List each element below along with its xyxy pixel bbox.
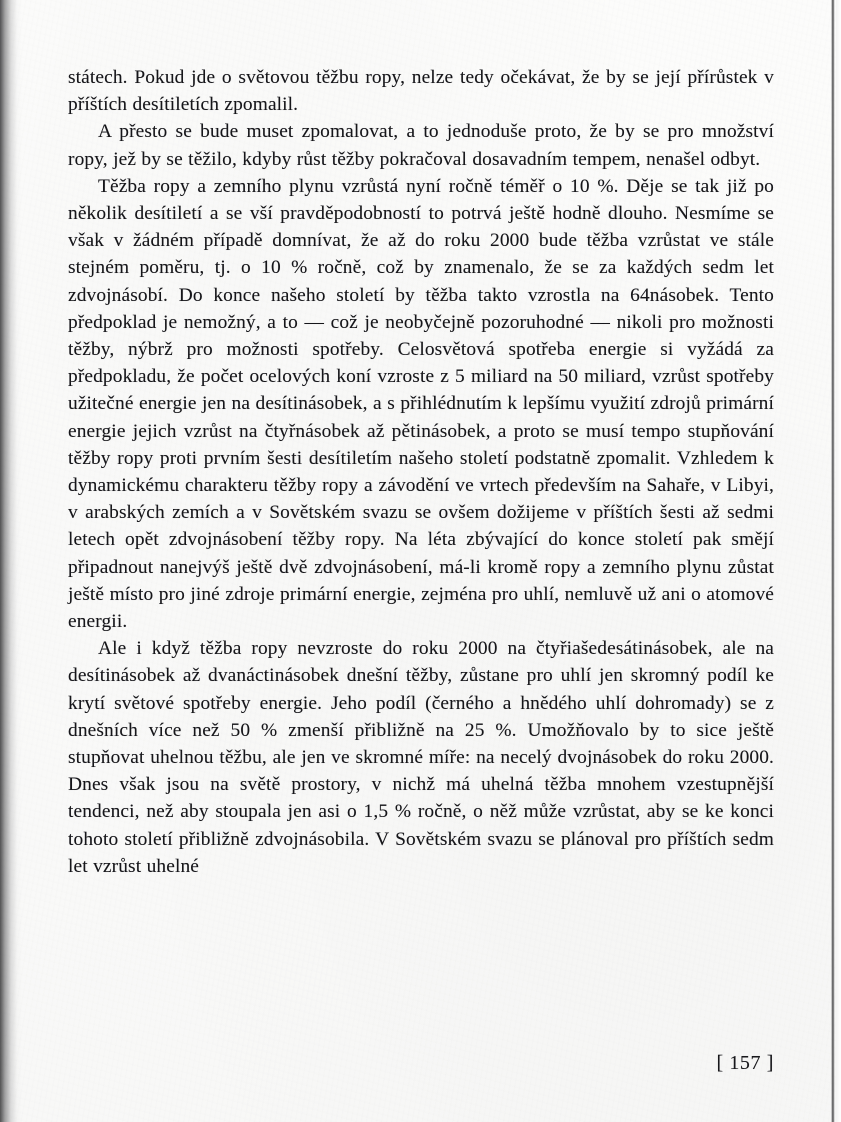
paragraph-2: A přesto se bude muset zpomalovat, a to jednoduše proto, že by se pro množství ropy, jež by se těžilo, kdyby růst těžby pokračoval dosavadním tempem, nenašel odbyt. xyxy=(68,121,774,170)
paragraph-4: Ale i když těžba ropy nevzroste do roku 2000 na čtyřiašedesátinásobek, ale na desítinásobek až dvanáctinásobek dnešní těžby, zůstane pro uhlí jen skromný podíl ke krytí světové spotřeby energie. Jeho podíl (černého a hnědého uhlí dohromady) se z dnešních více než 50 % zmenší přibližně na 25 %. Umožňovalo by to sice ještě stupňovat uhelnou těžbu, ale jen ve skromné míře: na necelý dvojnásobek do roku 2000. Dnes však jsou na světě prostory, v nichž má uhelná těžba mnohem vzestupnější tendenci, než aby stoupala jen asi o 1,5 % ročně, o něž může vzrůstat, aby se ke konci tohoto století přibližně zdvojnásobila. V Sovětském svazu se plánoval pro příštích sedm let vzrůst uhelné xyxy=(68,638,774,877)
page-text-block xyxy=(68,64,774,880)
page-number-folio: [ 157 ] xyxy=(716,1052,774,1074)
page-edge-line xyxy=(831,0,835,1122)
page-edge-outer-margin xyxy=(836,0,841,1122)
paragraph-3: Těžba ropy a zemního plynu vzrůstá nyní ročně téměř o 10 %. Děje se tak již po několik desítiletí a se vší pravděpodobností to potrvá ještě hodně dlouho. Nesmíme se však v žádném případě domnívat, že až do roku 2000 bude těžba vzrůstat ve stále stejném poměru, tj. o 10 % ročně, což by znamenalo, že se za každých sedm let zdvojnásobí. Do konce našeho století by těžba takto vzrostla na 64násobek. Tento předpoklad je nemožný, a to — což je neobyčejně pozoruhodné — nikoli pro možnosti těžby, nýbrž pro možnosti spotřeby. Celosvětová spotřeba energie si vyžádá za předpokladu, že počet ocelových koní vzroste z 5 miliard na 50 miliard, vzrůst spotřeby užitečné energie jen na desítinásobek, a s přihlédnutím k lepšímu využití zdrojů primární energie jejich vzrůst na čtyřnásobek až pětinásobek, a proto se musí tempo stupňování těžby ropy proti prvním šesti desítiletím našeho století podstatně zpomalit. Vzhledem k dynamickému charakteru těžby ropy a závodění ve vrtech především na Sahaře, v Libyi, v arabských zemích a v Sovětském svazu se ovšem dožijeme v příštích šesti až sedmi letech opět zdvojnásobení těžby ropy. Na léta zbývající do konce století pak smějí připadnout nanejvýš ještě dvě zdvojnásobení, má-li kromě ropy a zemního plynu zůstat ještě místo pro jiné zdroje primární energie, zejména pro uhlí, nemluvě už ani o atomové energii. xyxy=(68,175,774,633)
paragraph-1: státech. Pokud jde o světovou těžbu ropy, nelze tedy očekávat, že by se její přírůstek v příštích desítiletích zpomalil. xyxy=(68,67,774,116)
scan-gutter-shadow xyxy=(0,0,22,1122)
